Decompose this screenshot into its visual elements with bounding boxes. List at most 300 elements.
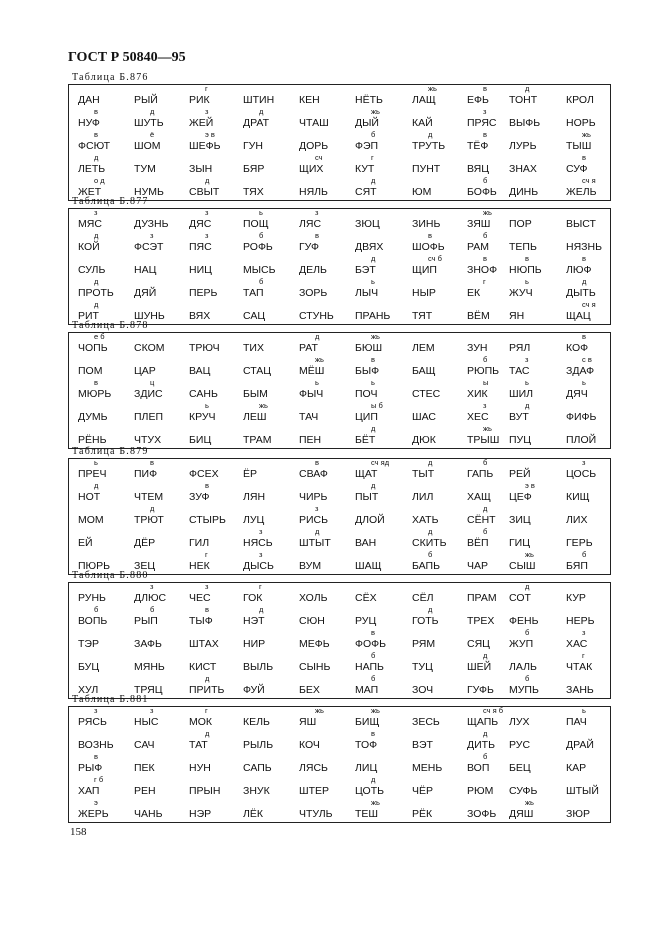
word: ЗЮЦ [355, 218, 380, 230]
table-cell [185, 652, 241, 675]
table-caption: Таблица Б.878 [72, 320, 149, 331]
word: ВОЗНЬ [78, 739, 114, 751]
phonetic-note: з [315, 504, 319, 513]
word: ЛУЦ [243, 514, 265, 526]
word: КРУЧ [189, 411, 216, 423]
word: ПРЯС [467, 117, 497, 129]
table-cell [562, 459, 618, 482]
phonetic-note: в [371, 628, 375, 637]
table-cell [351, 606, 407, 629]
phonetic-note: ь [371, 378, 375, 387]
table-cell [408, 131, 464, 154]
word: ЗЯШ [467, 218, 491, 230]
table-cell [74, 505, 130, 528]
word: ЦОТЬ [355, 785, 385, 797]
word: ЕЙ [78, 537, 93, 549]
word: ДОРЬ [299, 140, 329, 152]
word: ЛУХ [509, 716, 530, 728]
table-cell [408, 108, 464, 131]
table-cell [505, 675, 561, 698]
table-cell [408, 551, 464, 574]
table-cell [295, 108, 351, 131]
phonetic-note: з [259, 550, 263, 559]
phonetic-note: д [371, 775, 376, 784]
phonetic-note: д [205, 729, 210, 738]
word: ЛЁК [243, 808, 264, 820]
word: НЯЛЬ [299, 186, 328, 198]
table-cell [408, 730, 464, 753]
phonetic-note: з [205, 582, 209, 591]
table-cell [351, 707, 407, 730]
word: БОФЬ [467, 186, 497, 198]
word: БЯР [243, 163, 265, 175]
word: ЧТЕМ [134, 491, 164, 503]
word: ФУЙ [243, 684, 265, 696]
table-cell [295, 154, 351, 177]
word: ЧАР [467, 560, 489, 572]
word: ЦЕФ [509, 491, 532, 503]
table-cell [351, 482, 407, 505]
table-cell [239, 776, 295, 799]
word: КИСТ [189, 661, 217, 673]
word: МЁШ [299, 365, 325, 377]
table-cell [351, 505, 407, 528]
table-cell [239, 505, 295, 528]
word: НЕРЬ [566, 615, 595, 627]
table-cell [185, 301, 241, 324]
word: ШТАХ [189, 638, 219, 650]
word: ДЯС [189, 218, 212, 230]
phonetic-note: д [483, 504, 488, 513]
table-row [69, 730, 610, 753]
table-cell [562, 85, 618, 108]
table-cell [185, 402, 241, 425]
word: ШОМ [134, 140, 161, 152]
table-row [69, 551, 610, 574]
word: КЕН [299, 94, 320, 106]
phonetic-note: з [150, 231, 154, 240]
word: ЗОРЬ [299, 287, 328, 299]
phonetic-note: г [483, 277, 486, 286]
table-cell [239, 730, 295, 753]
word: ШТЫТ [299, 537, 331, 549]
table-cell [505, 278, 561, 301]
table-row [69, 255, 610, 278]
table-cell [505, 232, 561, 255]
phonetic-note: г [371, 153, 374, 162]
table-cell [239, 799, 295, 822]
word: ЛИЛ [412, 491, 434, 503]
word: ХУЛ [78, 684, 99, 696]
phonetic-note: в [205, 481, 209, 490]
phonetic-note: г [259, 582, 262, 591]
table-cell [505, 629, 561, 652]
phonetic-note: жь [525, 798, 534, 807]
phonetic-note: в [150, 458, 154, 467]
word: ПОЧ [355, 388, 378, 400]
table-cell [239, 356, 295, 379]
table-caption: Таблица Б.879 [72, 446, 149, 457]
word: БЕХ [299, 684, 320, 696]
phonetic-note: б [525, 628, 530, 637]
table-cell [351, 177, 407, 200]
word: ВАН [355, 537, 377, 549]
phonetic-note: б [483, 527, 488, 536]
table-cell [351, 232, 407, 255]
phonetic-note: жь [371, 706, 380, 715]
word: СТЫРЬ [189, 514, 226, 526]
table-cell [562, 333, 618, 356]
table-cell [74, 459, 130, 482]
word: ГОТЬ [412, 615, 439, 627]
table-cell [408, 425, 464, 448]
word: ЦАР [134, 365, 156, 377]
word: ТОФ [355, 739, 378, 751]
phonetic-note: в [525, 254, 529, 263]
word: РОФЬ [243, 241, 273, 253]
table-cell [185, 209, 241, 232]
phonetic-note: з [582, 628, 586, 637]
word: МОМ [78, 514, 104, 526]
phonetic-note: в [428, 231, 432, 240]
table-cell [239, 154, 295, 177]
table-cell [239, 209, 295, 232]
word: ВОПЬ [78, 615, 108, 627]
table-cell [239, 232, 295, 255]
phonetic-note: ы [483, 378, 489, 387]
table-cell [239, 528, 295, 551]
table-cell [562, 255, 618, 278]
word: ВОП [467, 762, 490, 774]
word: БЫМ [243, 388, 268, 400]
phonetic-note: жь [371, 107, 380, 116]
phonetic-note: в [371, 355, 375, 364]
phonetic-note: д [525, 582, 530, 591]
word: РЫЛЬ [243, 739, 274, 751]
word: ГЕРЬ [566, 537, 593, 549]
table-row [69, 528, 610, 551]
phonetic-note: б [483, 355, 488, 364]
phonetic-note: з [483, 401, 487, 410]
phonetic-note: б [259, 231, 264, 240]
table-cell [295, 505, 351, 528]
table-caption: Таблица Б.876 [72, 72, 149, 83]
table-cell [351, 356, 407, 379]
word: МАП [355, 684, 379, 696]
table-cell [185, 730, 241, 753]
table-cell [74, 108, 130, 131]
table-cell [239, 379, 295, 402]
word: ПУНТ [412, 163, 441, 175]
table-cell [130, 379, 186, 402]
phonetic-note: д [94, 300, 99, 309]
table-cell [295, 177, 351, 200]
word: САЧ [134, 739, 155, 751]
word: СУЛЬ [78, 264, 106, 276]
phonetic-note: з [525, 355, 529, 364]
table-cell [295, 356, 351, 379]
word: БАПЬ [412, 560, 440, 572]
word: ПЕК [134, 762, 155, 774]
word: ТУМ [134, 163, 156, 175]
word: ДВЯХ [355, 241, 384, 253]
table-cell [130, 652, 186, 675]
table-row [69, 301, 610, 324]
word: ГАПЬ [467, 468, 494, 480]
word: ЦОСЬ [566, 468, 597, 480]
word: ЛЕТЬ [78, 163, 106, 175]
table-cell [185, 232, 241, 255]
word: САНЬ [189, 388, 218, 400]
word: МЕФЬ [299, 638, 330, 650]
word: ДЫЙ [355, 117, 379, 129]
table-cell [408, 232, 464, 255]
table-cell [239, 177, 295, 200]
word: ЩАПЬ [467, 716, 499, 728]
word: ТЁФ [467, 140, 489, 152]
word: РУС [509, 739, 531, 751]
word: ТЫФ [189, 615, 213, 627]
word: НИР [243, 638, 266, 650]
word: ЗДАФ [566, 365, 595, 377]
table-cell [130, 131, 186, 154]
table-cell [185, 108, 241, 131]
word: ЗУФ [189, 491, 210, 503]
word: ЧТАК [566, 661, 593, 673]
word: МЕНЬ [412, 762, 443, 774]
table-cell [351, 154, 407, 177]
table-cell [74, 232, 130, 255]
phonetic-note: з [259, 527, 263, 536]
table-cell [130, 402, 186, 425]
table-cell [562, 131, 618, 154]
phonetic-note: д [483, 729, 488, 738]
word: САПЬ [243, 762, 272, 774]
table-cell [130, 505, 186, 528]
word: ДИТЬ [467, 739, 495, 751]
table-cell [185, 131, 241, 154]
word: ПЕН [299, 434, 322, 446]
word: СУФЬ [509, 785, 538, 797]
table-cell [408, 177, 464, 200]
phonetic-note: д [94, 231, 99, 240]
phonetic-note: з [205, 208, 209, 217]
phonetic-note: в [94, 130, 98, 139]
table-cell [74, 482, 130, 505]
word: ФСЭТ [134, 241, 164, 253]
table-cell [239, 425, 295, 448]
word: КУТ [355, 163, 375, 175]
word: ЖЕЛЬ [566, 186, 597, 198]
table-cell [185, 459, 241, 482]
word: ШТИН [243, 94, 275, 106]
word: ЖЕРЬ [78, 808, 109, 820]
table-cell [505, 583, 561, 606]
table-cell [562, 776, 618, 799]
table-cell [185, 606, 241, 629]
word: РЯЛ [509, 342, 531, 354]
table-cell [295, 278, 351, 301]
word: ЗНОФ [467, 264, 498, 276]
word: ЖУЧ [509, 287, 533, 299]
table-cell [130, 528, 186, 551]
phonetic-note: з [150, 706, 154, 715]
phonetic-note: е б [94, 332, 105, 341]
table-cell [185, 154, 241, 177]
table-cell [185, 482, 241, 505]
phonetic-note: в [582, 153, 586, 162]
word: КАЙ [412, 117, 433, 129]
word: ТЕШ [355, 808, 379, 820]
table-caption: Таблица Б.881 [72, 694, 149, 705]
table-cell [408, 85, 464, 108]
phonetic-note: б [483, 176, 488, 185]
table-cell [351, 583, 407, 606]
word: ПОР [509, 218, 532, 230]
table-cell [351, 652, 407, 675]
word: ТЯТ [412, 310, 433, 322]
word: ЧИРЬ [299, 491, 328, 503]
table-cell [185, 583, 241, 606]
word: БЮШ [355, 342, 383, 354]
table-row [69, 799, 610, 822]
table-cell [239, 108, 295, 131]
phonetic-note: сч я [582, 176, 596, 185]
table-cell [185, 707, 241, 730]
table-cell [185, 753, 241, 776]
word: БЕЦ [509, 762, 531, 774]
word: ХЕС [467, 411, 489, 423]
word: ШОФЬ [412, 241, 445, 253]
word: ЯШ [299, 716, 317, 728]
word: ЯН [509, 310, 525, 322]
word: ДЯЧ [566, 388, 588, 400]
word: СТЕС [412, 388, 441, 400]
table-cell [130, 356, 186, 379]
word: ФИФЬ [566, 411, 597, 423]
table-cell [239, 551, 295, 574]
table-row [69, 652, 610, 675]
table-cell [295, 707, 351, 730]
table-cell [505, 528, 561, 551]
word: БЭТ [355, 264, 376, 276]
table-cell [351, 799, 407, 822]
word: ТРЕХ [467, 615, 495, 627]
table-cell [351, 301, 407, 324]
table-cell [562, 799, 618, 822]
word: РУНЬ [78, 592, 106, 604]
word-table [68, 706, 611, 823]
table-cell [505, 425, 561, 448]
phonetic-note: д [259, 605, 264, 614]
table-cell [562, 675, 618, 698]
word: ЗЕЦ [134, 560, 156, 572]
word: ДРАТ [243, 117, 270, 129]
word: ГИЦ [509, 537, 530, 549]
table-cell [351, 730, 407, 753]
table-cell [351, 425, 407, 448]
table-cell [505, 730, 561, 753]
phonetic-note: жь [315, 706, 324, 715]
word: ЛАЩ [412, 94, 436, 106]
table-cell [562, 402, 618, 425]
table-cell [408, 799, 464, 822]
word: НУН [189, 762, 211, 774]
phonetic-note: жь [483, 208, 492, 217]
table-cell [185, 776, 241, 799]
table-cell [295, 652, 351, 675]
phonetic-note: д [259, 107, 264, 116]
word: ВЫСТ [566, 218, 596, 230]
phonetic-note: б [150, 605, 155, 614]
table-cell [562, 505, 618, 528]
table-cell [185, 177, 241, 200]
word: ГОК [243, 592, 263, 604]
table-cell [295, 675, 351, 698]
word: ПЯС [189, 241, 212, 253]
word: ВЯХ [189, 310, 211, 322]
word: ВАЦ [189, 365, 211, 377]
phonetic-note: в [371, 729, 375, 738]
table-cell [239, 85, 295, 108]
table-cell [74, 209, 130, 232]
phonetic-note: г [205, 706, 208, 715]
word: ХАТЬ [412, 514, 439, 526]
phonetic-note: д [371, 254, 376, 263]
table-cell [295, 379, 351, 402]
table-row [69, 675, 610, 698]
table-cell [562, 606, 618, 629]
table-cell [408, 606, 464, 629]
word: ПЫТ [355, 491, 379, 503]
table-cell [505, 551, 561, 574]
word: ЛЮФ [566, 264, 592, 276]
table-cell [562, 482, 618, 505]
word: НИЦ [189, 264, 212, 276]
table-cell [351, 108, 407, 131]
word: РЕЙ [509, 468, 531, 480]
word: ВУМ [299, 560, 322, 572]
phonetic-note: д [428, 527, 433, 536]
phonetic-note: д [205, 674, 210, 683]
word: ТЯХ [243, 186, 264, 198]
phonetic-note: з [94, 706, 98, 715]
word: ФСЕХ [189, 468, 219, 480]
word: ЗНУК [243, 785, 270, 797]
word: ХИК [467, 388, 488, 400]
phonetic-note: д [371, 481, 376, 490]
table-cell [295, 209, 351, 232]
word: ЧЁР [412, 785, 434, 797]
table-cell [351, 551, 407, 574]
phonetic-note: ь [371, 277, 375, 286]
phonetic-note: д [371, 424, 376, 433]
word: ДРАЙ [566, 739, 594, 751]
table-row [69, 629, 610, 652]
table-cell [408, 583, 464, 606]
table-cell [130, 606, 186, 629]
table-cell [408, 154, 464, 177]
phonetic-note: д [582, 277, 587, 286]
word: РЁНЬ [78, 434, 107, 446]
word: БЯП [566, 560, 588, 572]
word: МЮРЬ [78, 388, 112, 400]
table-cell [505, 799, 561, 822]
word: ЛАЛЬ [509, 661, 537, 673]
word: ТРЮЧ [189, 342, 220, 354]
word: ВЫЛЬ [243, 661, 274, 673]
word: ЖЕТ [78, 186, 102, 198]
